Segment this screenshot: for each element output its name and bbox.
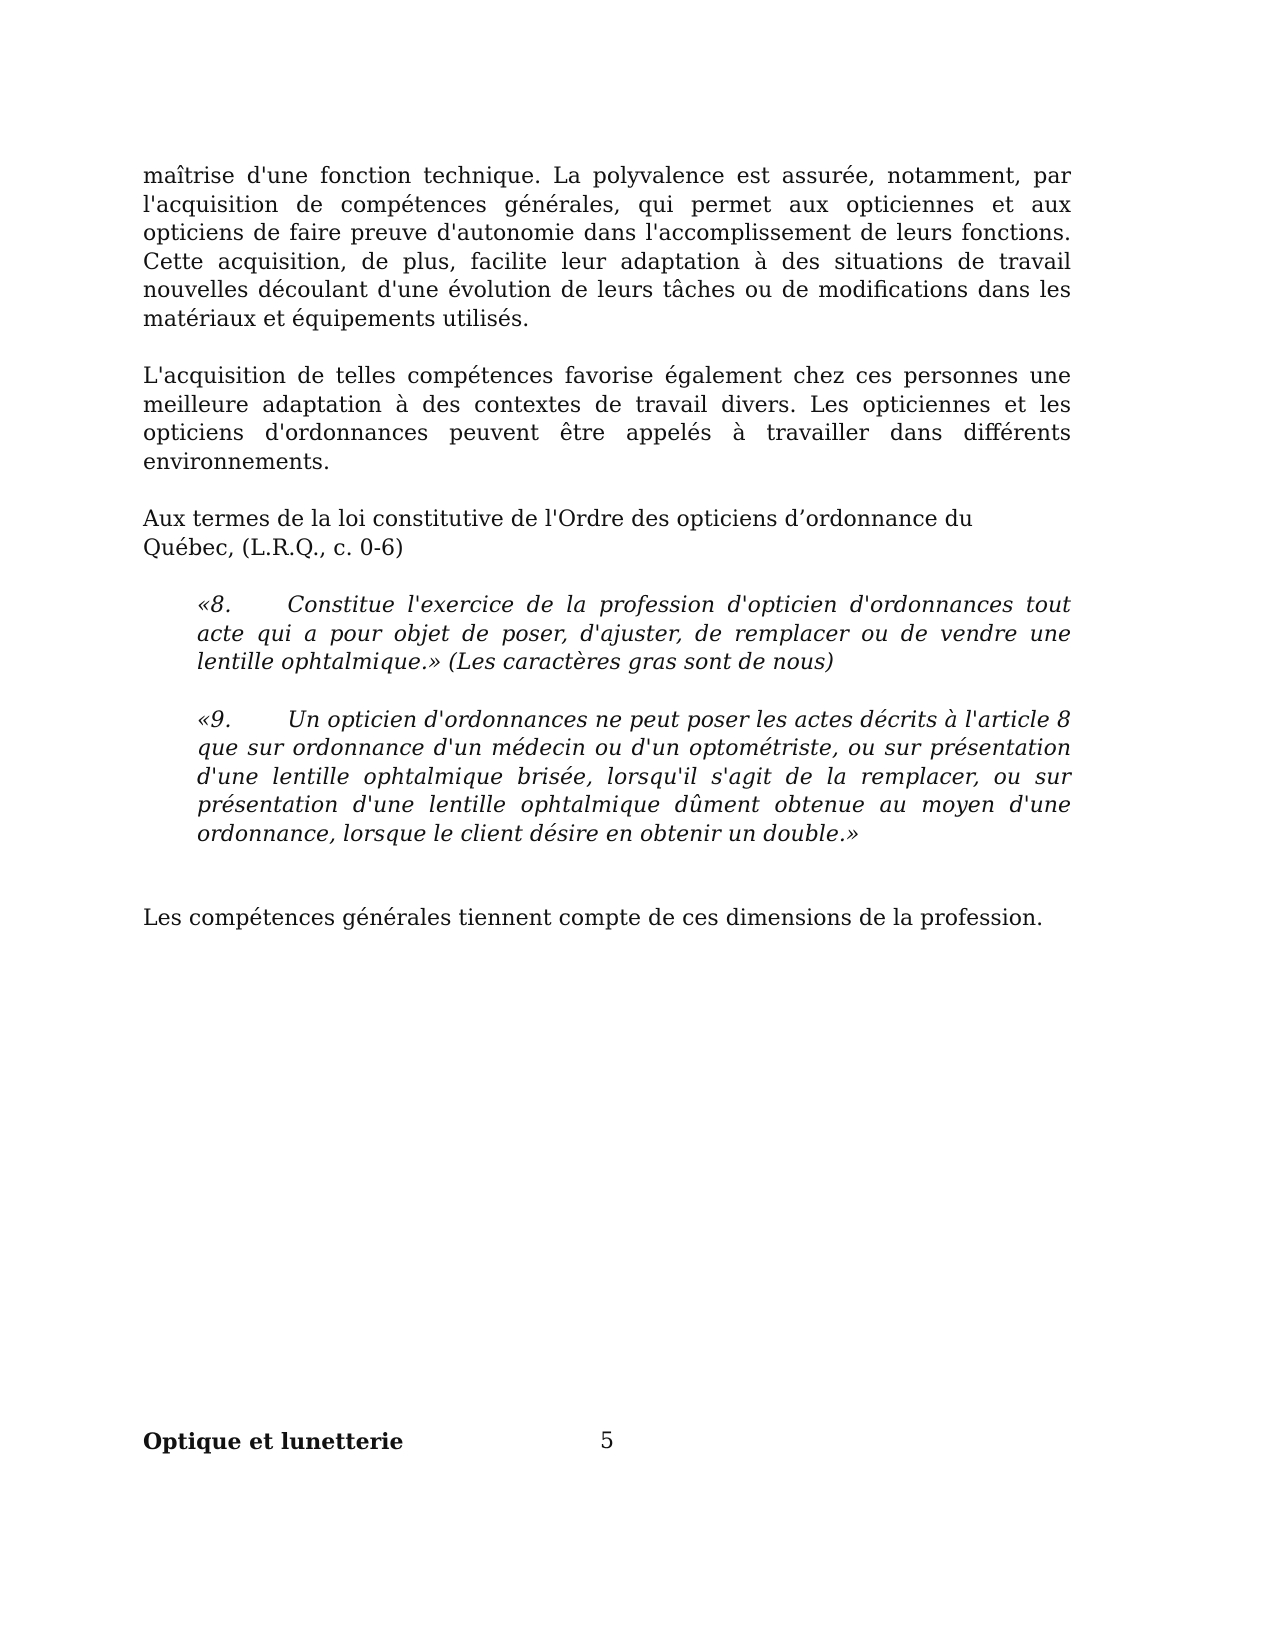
quote-article-8-note: (Les caractères gras sont de nous) — [441, 650, 834, 675]
page-footer — [143, 1428, 1071, 1457]
quote-article-9-marker: «9. — [197, 707, 232, 733]
quote-article-8 — [197, 592, 1071, 678]
footer-document-title: Optique et lunetterie — [143, 1429, 404, 1455]
paragraph-adaptation: L'acquisition de telles compétences favorise également chez ces personnes une meilleure adaptation à des contextes de travail divers. Les opticiennes et les opticiens d'ordonnances peuvent être appelés à travailler dans différents environnements. — [143, 364, 1071, 475]
paragraph-intro: maîtrise d'une fonction technique. La polyvalence est assurée, notamment, par l'acquisition de compétences générales, qui permet aux opticiennes et aux opticiens de faire preuve d'autonomie dans l'accomplissement de leurs fonctions. Cette acquisition, de plus, facilite leur adaptation à des situations de travail nouvelles découlant d'une évolution de leurs tâches ou de modifications dans les matériaux et équipements utilisés. — [143, 164, 1071, 332]
footer-page-number: 5 — [600, 1429, 614, 1454]
quote-article-8-text: Constitue l'exercice de la profession d'opticien d'ordonnances tout acte qui a pour objet de poser, d'ajuster, de remplacer ou de vendre une lentille ophtalmique.» — [197, 593, 1071, 675]
paragraph-conclusion: Les compétences générales tiennent compte de ces dimensions de la profession. — [143, 906, 1044, 931]
paragraph-law-reference: Aux termes de la loi constitutive de l'Ordre des opticiens d’ordonnance du Québec, (L.R.Q., c. 0-6) — [143, 507, 973, 561]
quote-article-9 — [197, 707, 1071, 850]
quote-article-9-text: Un opticien d'ordonnances ne peut poser les actes décrits à l'article 8 que sur ordonnance d'un médecin ou d'un optométriste, ou sur présentation d'une lentille ophtalmique brisée, lorsqu'il s'agit de la remplacer, ou sur présentation d'une lentille ophtalmique dûment obtenue au moyen d'une ordonnance, lorsque le client désire en obtenir un double.» — [197, 707, 1071, 847]
quote-article-8-marker: «8. — [197, 593, 232, 618]
document-body — [143, 163, 1071, 963]
